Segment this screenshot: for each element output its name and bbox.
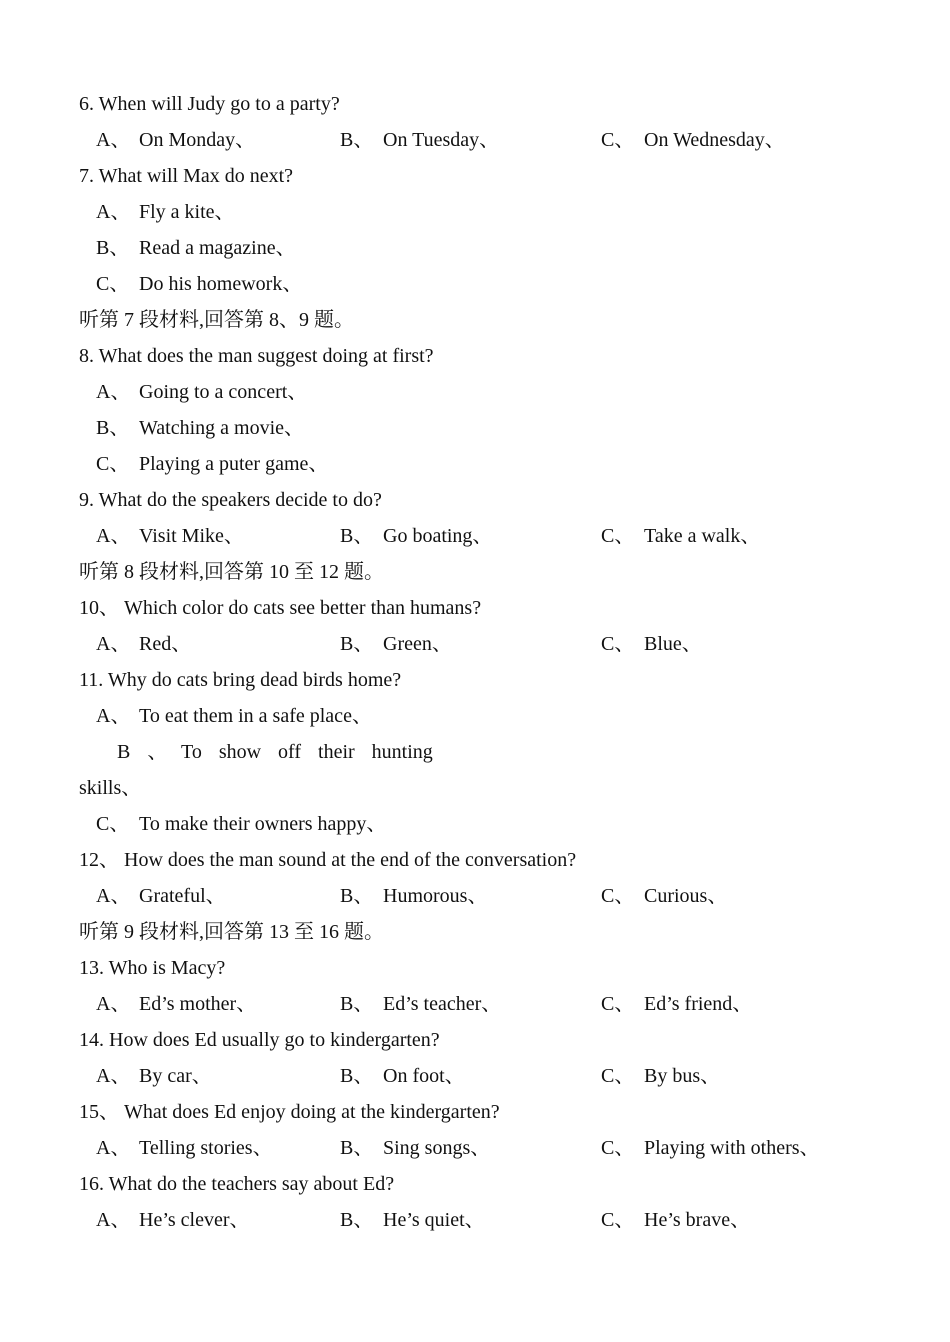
question-11: 11. Why do cats bring dead birds home? (79, 669, 402, 691)
option-c-q8: C、 Playing a puter game、 (96, 453, 329, 475)
option-a-q11: A、 To eat them in a safe place、 (96, 705, 372, 727)
options-row-q13 (0, 986, 950, 1022)
option-b: B、 Go boating、 (340, 525, 493, 547)
options-row-q10 (0, 626, 950, 662)
exam-page (0, 86, 950, 1238)
option-b-q8: B、 Watching a movie、 (96, 417, 305, 439)
option-a: A、 Telling stories、 (96, 1137, 273, 1159)
option-b: B、 Ed’s teacher、 (340, 993, 502, 1015)
option-a: A、 Red、 (96, 633, 192, 655)
option-a: A、 Grateful、 (96, 885, 226, 907)
option-c-q11: C、 To make their owners happy、 (96, 813, 387, 835)
section-heading-7: 听第 7 段材料,回答第 8、9 题。 (79, 309, 354, 331)
question-6: 6. When will Judy go to a party? (79, 93, 340, 115)
question-10: 10、 Which color do cats see better than humans? (79, 597, 482, 619)
option-a-q8: A、 Going to a concert、 (96, 381, 308, 403)
section-heading-9: 听第 9 段材料,回答第 13 至 16 题。 (79, 921, 384, 943)
option-a: A、 Ed’s mother、 (96, 993, 257, 1015)
question-9: 9. What do the speakers decide to do? (79, 489, 382, 511)
options-row-q12 (0, 878, 950, 914)
option-b: B、 Green、 (340, 633, 452, 655)
question-8: 8. What does the man suggest doing at first? (79, 345, 434, 367)
question-15: 15、 What does Ed enjoy doing at the kindergarten? (79, 1101, 500, 1123)
option-c-q7: C、 Do his homework、 (96, 273, 303, 295)
option-c: C、 On Wednesday、 (601, 129, 785, 151)
option-c: C、 Curious、 (601, 885, 728, 907)
option-b: B、 On foot、 (340, 1065, 465, 1087)
option-c: C、 Blue、 (601, 633, 702, 655)
option-a: A、 On Monday、 (96, 129, 256, 151)
option-b-q11: B 、 To show off their hunting (117, 741, 433, 763)
option-a: A、 He’s clever、 (96, 1209, 250, 1231)
question-16: 16. What do the teachers say about Ed? (79, 1173, 395, 1195)
options-row-q14 (0, 1058, 950, 1094)
option-a-q7: A、 Fly a kite、 (96, 201, 235, 223)
options-row-q15 (0, 1130, 950, 1166)
question-14: 14. How does Ed usually go to kindergarten? (79, 1029, 440, 1051)
option-b: B、 On Tuesday、 (340, 129, 500, 151)
option-b-q7: B、 Read a magazine、 (96, 237, 296, 259)
option-a: A、 By car、 (96, 1065, 212, 1087)
option-b: B、 He’s quiet、 (340, 1209, 485, 1231)
option-c: C、 Take a walk、 (601, 525, 761, 547)
options-row-q6 (0, 122, 950, 158)
option-a: A、 Visit Mike、 (96, 525, 244, 547)
option-c: C、 He’s brave、 (601, 1209, 751, 1231)
question-13: 13. Who is Macy? (79, 957, 226, 979)
options-row-q16 (0, 1202, 950, 1238)
option-c: C、 By bus、 (601, 1065, 721, 1087)
question-7: 7. What will Max do next? (79, 165, 294, 187)
option-c: C、 Playing with others、 (601, 1137, 820, 1159)
question-12: 12、 How does the man sound at the end of the conversation? (79, 849, 577, 871)
option-b: B、 Sing songs、 (340, 1137, 491, 1159)
option-c: C、 Ed’s friend、 (601, 993, 753, 1015)
options-row-q9 (0, 518, 950, 554)
section-heading-8: 听第 8 段材料,回答第 10 至 12 题。 (79, 561, 384, 583)
option-b: B、 Humorous、 (340, 885, 488, 907)
option-b-q11-continued: skills、 (79, 777, 142, 799)
